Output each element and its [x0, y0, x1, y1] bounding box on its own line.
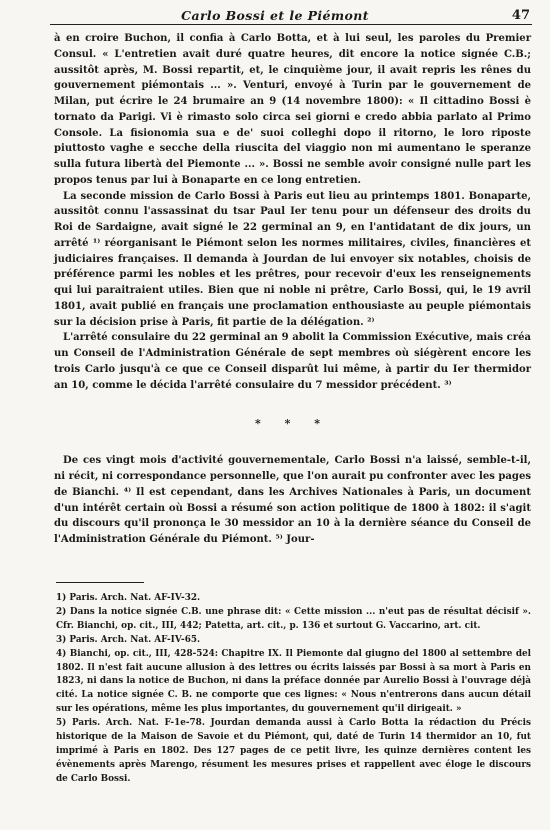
footnote-rule [56, 582, 144, 583]
footnote-2: 2) Dans la notice signée C.B. une phrase dit: « Cette mission ... n'eut pas de résultat décisif ». Cfr. Bianchi, op. cit., III, 442; Patetta, art. cit., p. 136 et surtout G. Vaccarino, art. cit. [56, 606, 531, 631]
footnote-3: 3) Paris. Arch. Nat. AF-IV-65. [56, 634, 201, 645]
section-separator: * * * [255, 417, 330, 431]
footnote-4: 4) Bianchi, op. cit., III, 428-524: Chapitre IX. Il Piemonte dal giugno del 1800 al settembre del 1802. Il n'est fait aucune allusion à des lettres ou écrits laissés par Bossi à sa mort à Paris en 1823, ni dans la notice de Buchon, ni dans la préface donnée par Aurelio Bossi à l'ouvrage déjà cité. La notice signée C. B. ne comporte que ces lignes: « Nous n'entrerons dans aucun détail sur les opérations, même les plus importantes, du gouvernement qu'il dirigeait. » [56, 648, 531, 715]
paragraph-2: La seconde mission de Carlo Bossi à Paris eut lieu au printemps 1801. Bonaparte, aussitôt connu l'assassinat du tsar Paul Ier tenu pour un défenseur des droits du Roi de Sardaigne, avait signé le 22 germinal an 9, en l'antidatant de dix jours, un arrêté ¹⁾ réorganisant le Piémont selon les normes militaires, civiles, financières et judiciaires françaises. Il demanda à Jourdan de lui envoyer six notables, choisis de préférence parmi les nobles et les prêtres, pour recevoir d'eux les renseignements qui lui paraitraient utiles. Bien que ni noble ni prêtre, Carlo Bossi, qui, le 19 avril 1801, avait publié en français une proclamation enthousiaste au peuple piémontais sur la décision prise à Paris, fit partie de la délégation. ²⁾ [54, 190, 531, 328]
page-number: 47 [511, 8, 530, 23]
footnote-5: 5) Paris. Arch. Nat. F-1e-78. Jourdan demanda aussi à Carlo Botta la rédaction du Précis historique de la Maison de Savoie et du Piémont, qui, daté de Turin 14 thermidor an 10, fut imprimé à Paris en 1802. Des 127 pages de ce petit livre, les quinze dernières content les évènements après Marengo, résument les mesures prises et rappellent avec éloge le discours de Carlo Bossi. [56, 718, 531, 784]
footnote-1: 1) Paris. Arch. Nat. AF-IV-32. [56, 593, 201, 603]
running-head: Carlo Bossi et le Piémont [181, 8, 369, 23]
main-text [54, 31, 531, 548]
paragraph-4: De ces vingt mois d'activité gouvernementale, Carlo Bossi n'a laissé, semble-t-il, ni récit, ni correspondance personnelle, que l'on aurait pu confronter avec les pages de Bianchi. ⁴⁾ Il est cependant, dans les Archives Nationales à Paris, un document d'un intérêt certain où Bossi a résumé son action politique de 1800 à 1802: il s'agit du discours qu'il prononça le 30 messidor an 10 à la dernière séance du Conseil de l'Administration Générale du Piémont. ⁵⁾ Jour- [54, 455, 531, 545]
header-rule [50, 24, 532, 25]
paragraph-3: L'arrêté consulaire du 22 germinal an 9 abolit la Commission Exécutive, mais créa un Conseil de l'Administration Générale de sept membres où siégèrent encore les trois Carlo jusqu'à ce que ce Conseil disparût lui même, à partir du Ier thermidor an 10, comme le décida l'arrêté consulaire du 7 messidor précédent. ³⁾ [54, 332, 531, 391]
paragraph-1: à en croire Buchon, il confia à Carlo Botta, et à lui seul, les paroles du Premier Consul. « L'entretien avait duré quatre heures, dit encore la notice signée C.B.; aussitôt après, M. Bossi repartit, et, le cinquième jour, il avait repris les rênes du gouvernement piémontais ... ». Venturi, envoyé à Turin par le gouvernement de Milan, put écrire le 24 brumaire an 9 (14 novembre 1800): « Il cittadino Bossi è tornato da Parigi. Vi è rimasto solo circa sei giorni e credo abbia parlato al Primo Console. La fisionomia sua e de' suoi colleghi dopo il ritorno, le loro riposte piuttosto vaghe e secche della riuscita del viaggio non mi aumentano le speranze sulla futura libertà del Piemonte ... ». Bossi ne semble avoir consigné nulle part les propos tenus par lui à Bonaparte en ce long entretien. [54, 33, 531, 186]
footnotes [56, 592, 531, 787]
